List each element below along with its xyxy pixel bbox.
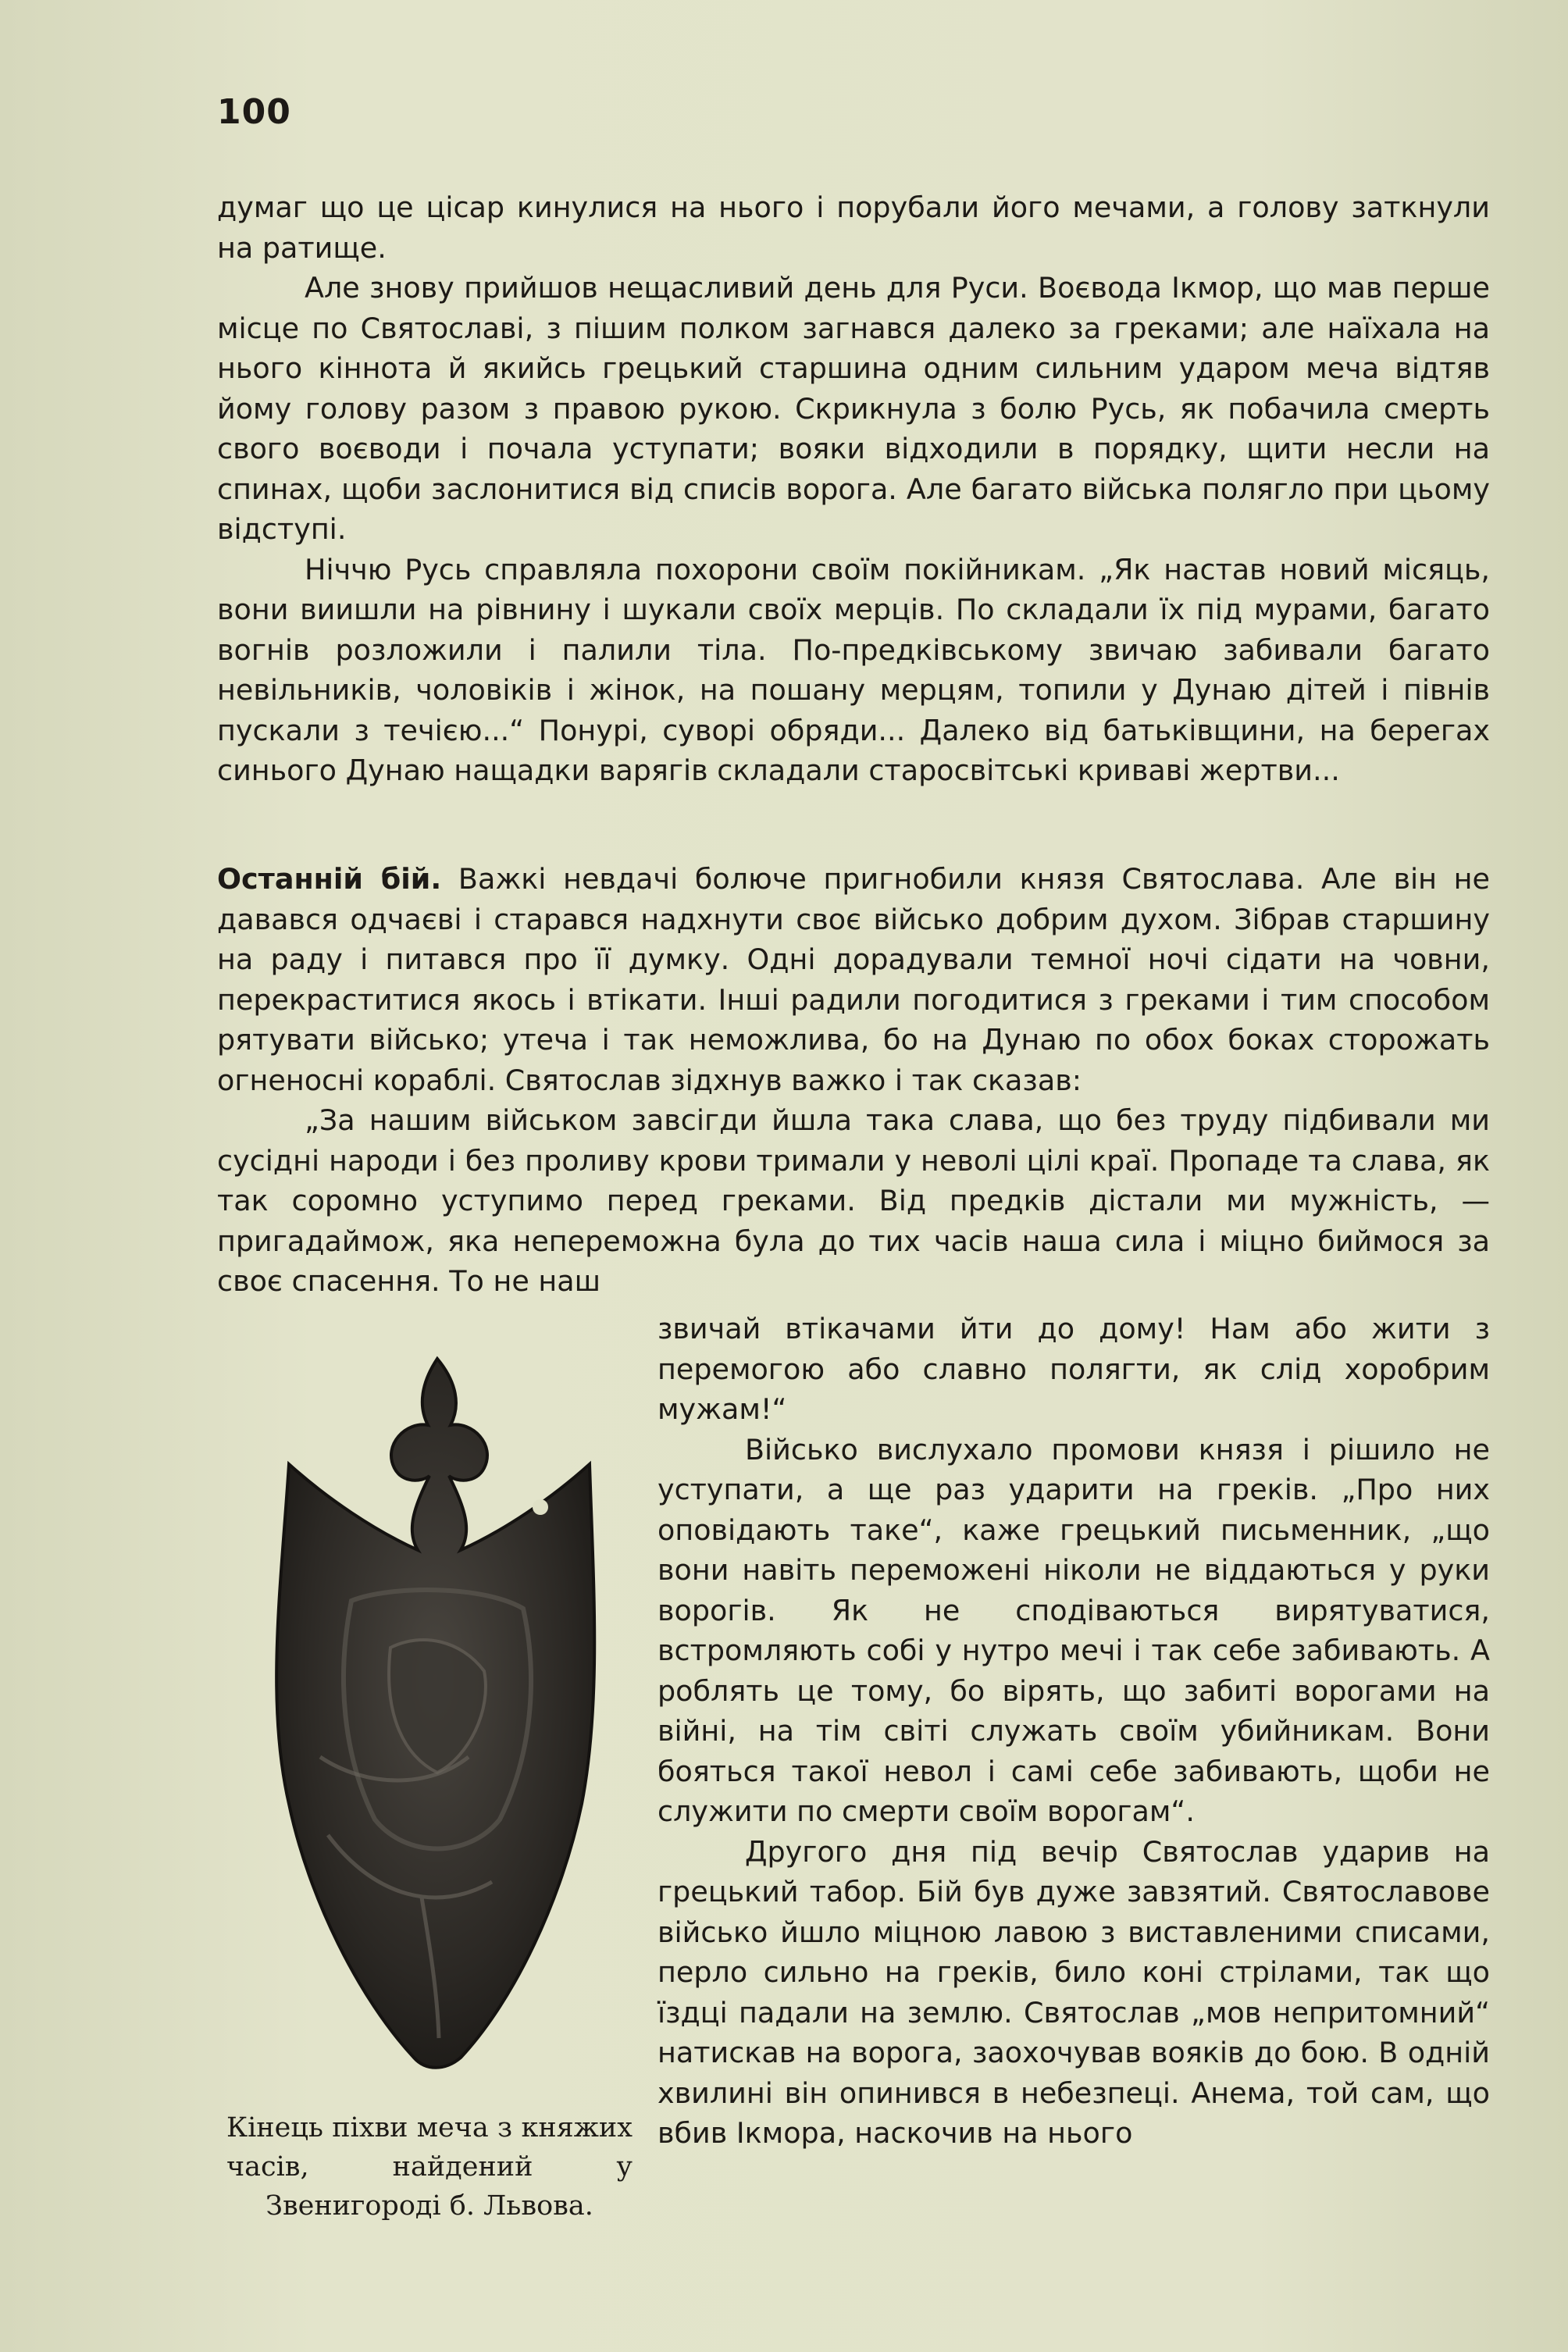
paragraph-continuation: думаг що це цісар кинулися на нього і порубали його мечами, а голову заткнули на ратище.: [217, 191, 1490, 265]
figure-caption: Кінець піхви меча з княжих часів, найдений у Звенигороді б. Львова.: [226, 2112, 633, 2222]
paragraph-attack: Другого дня під вечір Святослав ударив на грецький табор. Бій був дуже завзятий. Святославове військо йшло міцною лавою з виставленими списами, перло сильно на греків, било коні стрілами, так що їздці падали на землю. Святослав „мов непритомний“ натискав на ворога, заохочував вояків до бою. В одній хвилині він опинився в небезпеці. Анема, той сам, що вбив Ікмора, наскочив на нього: [657, 1834, 1490, 2150]
paragraph-ikmor: Але знову прийшов нещасливий день для Руси. Воєвода Ікмор, що мав перше місце по Святославі, з пішим полком загнався далеко за греками; але наїхала на нього кіннота й якийсь грецький старшина одним сильним ударом меча відтяв йому голову разом з правою рукою. Скрикнула з болю Русь, як побачила смерть свого воєводи і почала уступати; вояки відходили в порядку, щити несли на спинах, щоби заслонитися від списів ворога. Але багато війська полягло при цьому відступі.: [217, 271, 1490, 546]
page-number: 100: [217, 92, 291, 132]
paragraph-army-decision: Військо вислухало промови князя і рішило не уступати, а ще раз ударити на греків. „Про них оповідають таке“, каже грецький письменник, „що вони навіть переможені ніколи не віддаються у руки ворогів. Як не сподіваються вирятуватися, встромляють собі у нутро мечі і так себе забивають. А роблять це тому, бо вірять, що забиті ворогами на війні, на тім світі служать своїм убийникам. Вони бояться такої невол і самі себе забивають, щоби не служити по смерти своїм ворогам“.: [657, 1432, 1490, 1828]
section-intro: Важкі невдачі болюче пригнобили князя Святослава. Але він не давався одчаєві і старався надхнути своє військо добрим духом. Зібрав старшину на раду і питався про її думку. Одні дорадували темної ночі сідати на човни, перекраститися якось і втікати. Інші радили погодитися з греками і тим способом рятувати військо; утеча і так неможлива, бо на Дунаю по обох боках сторожать огненосні кораблі. Святослав зідхнув важко і так сказав:: [217, 862, 1490, 1097]
speech-wide: „За нашим військом завсігди йшла така слава, що без труду підбивали ми сусідні народи і без проливу крови тримали у неволі цілі краї. Пропаде та слава, як так соромно уступимо перед греками. Від предків дістали ми мужність, — пригадаймож, яка непереможна була до тих часів наша сила і міцно биймося за своє спасення. То не наш: [217, 1103, 1490, 1298]
section-last-battle: [217, 859, 1490, 1302]
scabbard-tip-illustration: [234, 1351, 640, 2077]
section-title: Останній бій.: [217, 862, 442, 896]
narrow-column: [657, 1309, 1490, 2154]
section-intro-paragraph: [217, 859, 1490, 1100]
top-text-block: [217, 187, 1490, 791]
speech-end: звичай втікачами йти до дому! Нам або жити з перемогою або славно полягти, як слід хоробрим мужам!“: [657, 1312, 1490, 1426]
paragraph-funeral: Ніччю Русь справляла похорони своїм покійникам. „Як настав новий місяць, вони виишли на рівнину і шукали своїх мерців. По складали їх під мурами, багато вогнів розложили і палили тіла. По-предківському звичаю забивали багато невільників, чоловіків і жінок, на пошану мерцям, топили у Дунаю дітей і півнів пускали з течією...“ Понурі, суворі обряди... Далеко від батьківщини, на берегах синього Дунаю нащадки варягів складали старосвітські криваві жертви...: [217, 552, 1490, 787]
